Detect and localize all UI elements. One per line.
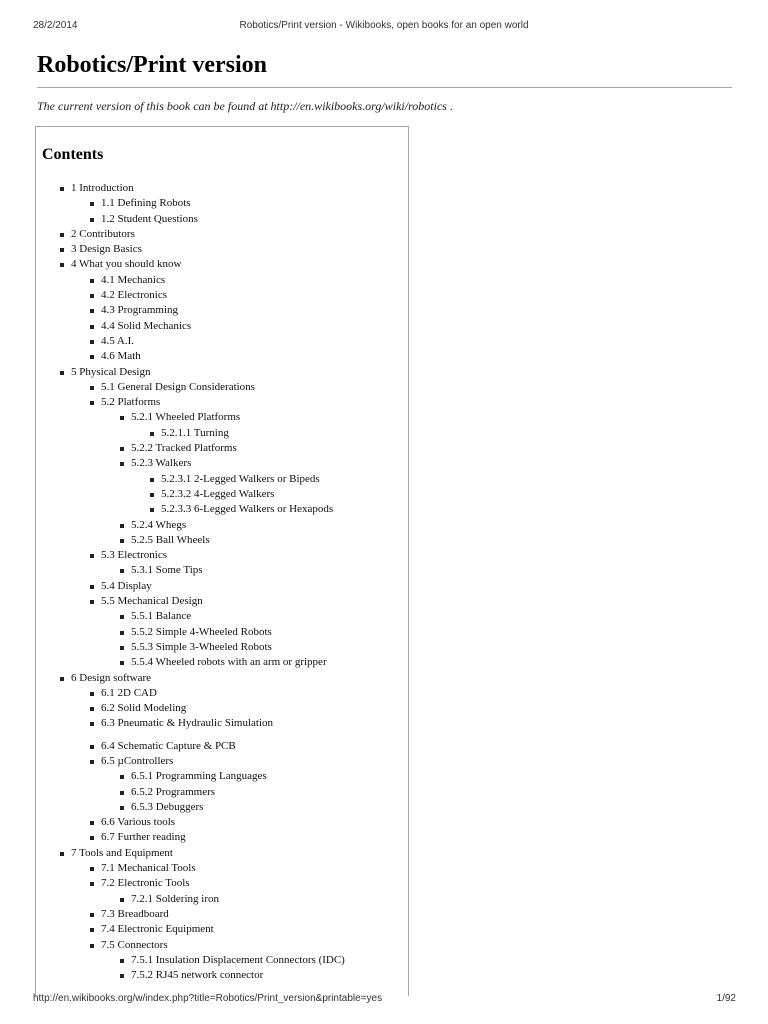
toc-entry-link[interactable]: 1.2 Student Questions xyxy=(101,212,198,225)
toc-entry-link[interactable]: 7.5 Connectors xyxy=(101,938,168,951)
bullet-icon xyxy=(90,401,94,405)
toc-entry-link[interactable]: 4.4 Solid Mechanics xyxy=(101,319,192,332)
toc-entry-link[interactable]: 5.3 Electronics xyxy=(101,549,167,562)
toc-entry-link[interactable]: 7.2.1 Soldering iron xyxy=(131,892,219,905)
toc-entry-link[interactable]: 5.3.1 Some Tips xyxy=(131,564,203,577)
bullet-icon xyxy=(90,355,94,359)
toc-entry-link[interactable]: 5.2.3.3 6-Legged Walkers or Hexapods xyxy=(161,503,334,516)
bullet-icon xyxy=(120,898,124,902)
toc-entry-link[interactable]: 1.1 Defining Robots xyxy=(101,197,191,210)
bullet-icon xyxy=(90,707,94,711)
print-page-title: Robotics/Print version - Wikibooks, open books for an open world xyxy=(239,20,529,31)
toc-entry-link[interactable]: 4.2 Electronics xyxy=(101,289,167,302)
toc-entry-link[interactable]: 7.1 Mechanical Tools xyxy=(101,862,196,875)
bullet-icon xyxy=(120,959,124,963)
bullet-icon xyxy=(90,386,94,390)
bullet-icon xyxy=(90,309,94,313)
toc-entry-link[interactable]: 5.2.3 Walkers xyxy=(131,457,192,470)
toc-entry-link[interactable]: 5 Physical Design xyxy=(71,365,151,378)
bullet-icon xyxy=(90,745,94,749)
toc-entry-link[interactable]: 5.1 General Design Considerations xyxy=(101,380,255,393)
bullet-icon xyxy=(90,821,94,825)
bullet-icon xyxy=(90,882,94,886)
bullet-icon xyxy=(120,775,124,779)
bullet-icon xyxy=(150,432,154,436)
toc-entry-link[interactable]: 6.3 Pneumatic & Hydraulic Simulation xyxy=(101,717,274,730)
toc-entry-link[interactable]: 5.2.4 Whegs xyxy=(131,518,187,531)
bullet-icon xyxy=(90,944,94,948)
toc-entry-link[interactable]: 6.5.3 Debuggers xyxy=(131,800,204,813)
bullet-icon xyxy=(90,325,94,329)
bullet-icon xyxy=(120,416,124,420)
toc-entry-link[interactable]: 6.4 Schematic Capture & PCB xyxy=(101,739,236,752)
toc-entry-link[interactable]: 4.3 Programming xyxy=(101,304,178,317)
bullet-icon xyxy=(90,722,94,726)
table-of-contents xyxy=(35,126,409,996)
toc-entry-link[interactable]: 7.4 Electronic Equipment xyxy=(101,923,214,936)
bullet-icon xyxy=(90,867,94,871)
bullet-icon xyxy=(120,974,124,978)
toc-entry-link[interactable]: 5.2.5 Ball Wheels xyxy=(131,533,210,546)
toc-heading: Contents xyxy=(42,146,104,163)
bullet-icon xyxy=(120,661,124,665)
toc-entry-link[interactable]: 6.7 Further reading xyxy=(101,831,186,844)
toc-entry-link[interactable]: 6.2 Solid Modeling xyxy=(101,702,187,715)
toc-entry-link[interactable]: 6.1 2D CAD xyxy=(101,686,157,699)
toc-entry-link[interactable]: 7.5.1 Insulation Displacement Connectors (IDC) xyxy=(131,953,345,966)
bullet-icon xyxy=(90,928,94,932)
toc-entry-link[interactable]: 5.5.3 Simple 3-Wheeled Robots xyxy=(131,640,272,653)
bullet-icon xyxy=(60,371,64,375)
bullet-icon xyxy=(60,233,64,237)
toc-entry-link[interactable]: 4.1 Mechanics xyxy=(101,273,166,286)
toc-entry-link[interactable]: 7.5.2 RJ45 network connector xyxy=(131,969,264,982)
bullet-icon xyxy=(120,646,124,650)
toc-entry-link[interactable]: 5.5.1 Balance xyxy=(131,610,192,623)
toc-entry-link[interactable]: 6.6 Various tools xyxy=(101,816,176,829)
title-divider xyxy=(37,87,732,88)
print-url: http://en.wikibooks.org/w/index.php?title=Robotics/Print_version&printable=yes xyxy=(33,993,383,1004)
bullet-icon xyxy=(120,447,124,451)
print-footer xyxy=(0,993,768,1007)
toc-entry-link[interactable]: 4.6 Math xyxy=(101,350,141,363)
toc-entry-link[interactable]: 5.2.2 Tracked Platforms xyxy=(131,442,237,455)
bullet-icon xyxy=(90,554,94,558)
toc-entry-link[interactable]: 1 Introduction xyxy=(71,182,134,194)
bullet-icon xyxy=(90,585,94,589)
bullet-icon xyxy=(90,202,94,206)
toc-entry-link[interactable]: 5.2 Platforms xyxy=(101,396,161,409)
print-date: 28/2/2014 xyxy=(33,20,78,31)
toc-entry-link[interactable]: 6.5 µControllers xyxy=(101,754,174,767)
bullet-icon xyxy=(90,294,94,298)
toc-entry-link[interactable]: 2 Contributors xyxy=(71,227,135,240)
toc-entry-link[interactable]: 5.4 Display xyxy=(101,579,152,592)
bullet-icon xyxy=(90,760,94,764)
bullet-icon xyxy=(90,600,94,604)
toc-entry-link[interactable]: 7 Tools and Equipment xyxy=(71,846,173,859)
toc-entry-link[interactable]: 7.3 Breadboard xyxy=(101,907,169,920)
bullet-icon xyxy=(90,218,94,222)
page-number: 1/92 xyxy=(716,993,736,1004)
toc-entry-link[interactable]: 7.2 Electronic Tools xyxy=(101,877,190,890)
bullet-icon xyxy=(90,279,94,283)
print-header xyxy=(0,20,768,34)
bullet-icon xyxy=(120,806,124,810)
bullet-icon xyxy=(150,493,154,497)
page-title: Robotics/Print version xyxy=(37,52,267,78)
toc-entry-link[interactable]: 5.2.1.1 Turning xyxy=(161,426,229,439)
bullet-icon xyxy=(60,248,64,252)
bullet-icon xyxy=(90,913,94,917)
bullet-icon xyxy=(90,836,94,840)
toc-entry-link[interactable]: 6.5.1 Programming Languages xyxy=(131,770,267,783)
toc-entry-link[interactable]: 4.5 A.I. xyxy=(101,334,134,347)
bullet-icon xyxy=(120,569,124,573)
toc-entry-link[interactable]: 5.2.3.2 4-Legged Walkers xyxy=(161,487,275,500)
bullet-icon xyxy=(120,462,124,466)
bullet-icon xyxy=(60,263,64,267)
toc-entry-link[interactable]: 6.5.2 Programmers xyxy=(131,785,216,798)
toc-entry-link[interactable]: 3 Design Basics xyxy=(71,243,142,256)
toc-entry-link[interactable]: 5.5 Mechanical Design xyxy=(101,595,203,608)
toc-entry-link[interactable]: 5.5.4 Wheeled robots with an arm or gripper xyxy=(131,656,327,669)
toc-entry-link[interactable]: 5.5.2 Simple 4-Wheeled Robots xyxy=(131,625,272,638)
bullet-icon xyxy=(60,852,64,856)
bullet-icon xyxy=(120,631,124,635)
bullet-icon xyxy=(150,478,154,482)
toc-entry-link[interactable]: 4 What you should know xyxy=(71,258,182,271)
bullet-icon xyxy=(120,524,124,528)
bullet-icon xyxy=(120,791,124,795)
bullet-icon xyxy=(60,677,64,681)
bullet-icon xyxy=(120,539,124,543)
bullet-icon xyxy=(120,615,124,619)
bullet-icon xyxy=(90,340,94,344)
toc-entry-link[interactable]: 5.2.3.1 2-Legged Walkers or Bipeds xyxy=(161,472,320,485)
bullet-icon xyxy=(90,692,94,696)
bullet-icon xyxy=(60,187,64,191)
toc-entry-link[interactable]: 6 Design software xyxy=(71,671,152,684)
toc-entry-link[interactable]: 5.2.1 Wheeled Platforms xyxy=(131,411,241,424)
bullet-icon xyxy=(150,508,154,512)
intro-text: The current version of this book can be found at http://en.wikibooks.org/wiki/robotics . xyxy=(37,99,453,113)
